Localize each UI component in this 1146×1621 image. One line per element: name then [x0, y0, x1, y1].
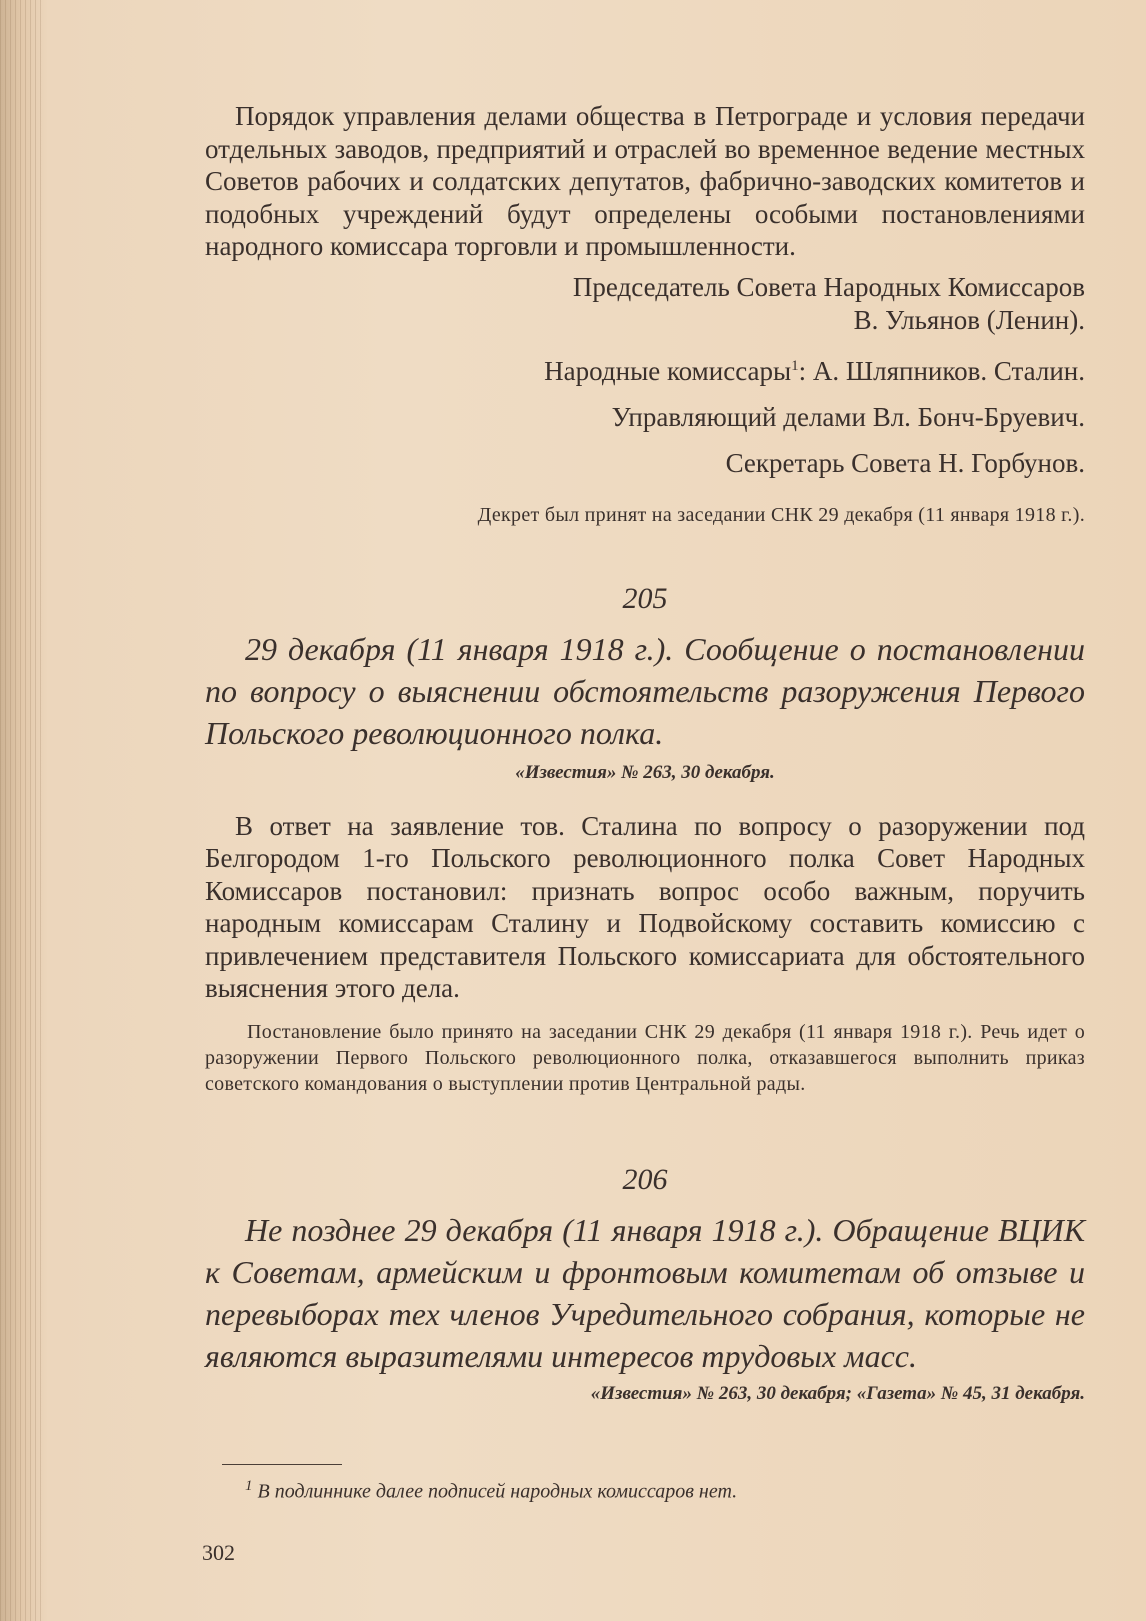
chairman-title: Председатель Совета Народных Комиссаров: [572, 271, 1085, 302]
entry-205-number: 205: [622, 581, 668, 615]
footnote-divider: [222, 1464, 342, 1465]
commissars-label: Народные комиссары: [544, 355, 792, 386]
page-number: 302: [202, 1540, 235, 1565]
signatures: [205, 271, 1085, 480]
continued-paragraph: Порядок управления делами общества в Петрограде и условия передачи отдельных заводов, предприятий и отраслей во временное ведение местных Советов рабочих и солдатских депутатов, фабрично-заводских комитетов и подобных учреждений будут определены особыми постановлениями народного комиссара торговли и промышленности.: [205, 101, 1085, 261]
entry-206-source: «Известия» № 263, 30 декабря; «Газета» № 45, 31 декабря.: [590, 1382, 1085, 1404]
decree-note: Декрет был принят на заседании СНК 29 декабря (11 января 1918 г.).: [477, 503, 1085, 526]
footnote-mark: 1: [791, 357, 799, 374]
entry-205-heading: 29 декабря (11 января 1918 г.). Сообщение о постановлении по вопросу о выяснении обстоятельств разоружения Первого Польского революционного полка.: [205, 630, 1085, 751]
page-content: [205, 100, 1085, 1405]
footnote: [245, 1478, 737, 1504]
footnote-number: 1: [245, 1478, 253, 1494]
entry-205-body: В ответ на заявление тов. Сталина по вопросу о разоружении под Белгородом 1-го Польского революционного полка Совет Народных Комиссаров постановил: признать вопрос особо важным, поручить народным комиссарам Сталину и Подвойскому составить комиссию с привлечением представителя Польского комиссариата для обстоятельного выяснения этого дела.: [205, 810, 1085, 1003]
commissars-names: : А. Шляпников. Сталин.: [798, 355, 1085, 386]
entry-206-number: 206: [622, 1162, 668, 1196]
commissars-line: [205, 350, 1085, 388]
page-edge: [0, 0, 44, 1621]
entry-206-heading: Не позднее 29 декабря (11 января 1918 г.). Обращение ВЦИК к Советам, армейским и фронтовым комитетам об отзыве и перевыборах тех членов Учредительного собрания, которые не являются выразителями интересов трудовых масс.: [205, 1211, 1085, 1374]
entry-205-note: Постановление было принято на заседании СНК 29 декабря (11 января 1918 г.). Речь идет о разоружении Первого Польского революционного полка, отказавшегося выполнить приказ советского командования о выступлении против Центральной рады.: [205, 1020, 1085, 1095]
secretary-signature: Секретарь Совета Н. Горбунов.: [725, 447, 1085, 478]
entry-205-source: «Известия» № 263, 30 декабря.: [515, 761, 775, 783]
manager-signature: Управляющий делами Вл. Бонч-Бруевич.: [611, 401, 1085, 432]
chairman-name: В. Ульянов (Ленин).: [853, 304, 1085, 335]
footnote-text: В подлиннике далее подписей народных комиссаров нет.: [257, 1480, 738, 1503]
